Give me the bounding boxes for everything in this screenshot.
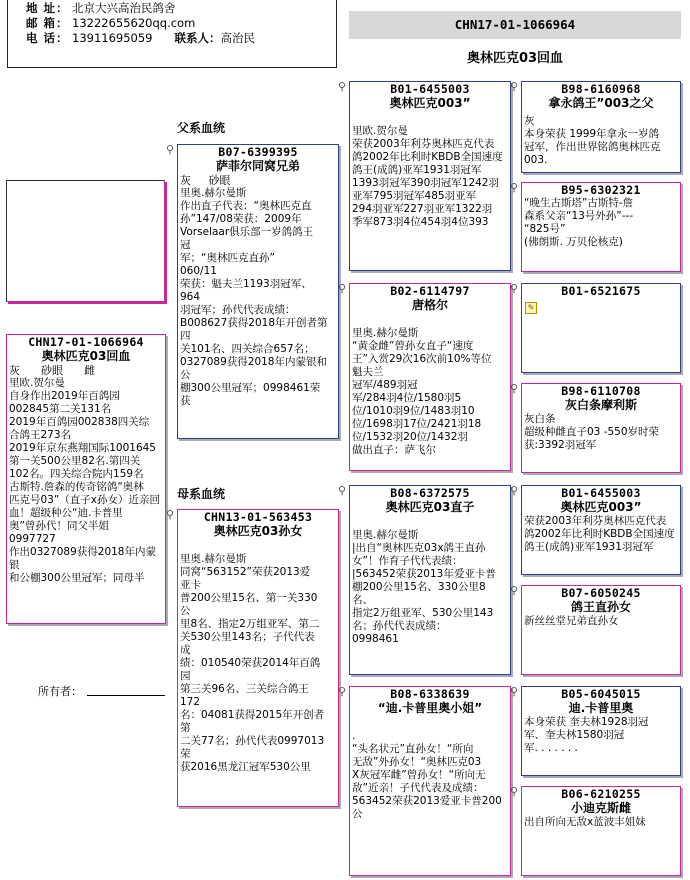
- subject-name: 奥林匹克03回血: [41, 349, 131, 363]
- dam-sire-card[interactable]: [349, 485, 511, 675]
- owner-label: 所有者：: [38, 685, 82, 698]
- sire-sire-card[interactable]: [349, 81, 511, 271]
- sd-sire-card[interactable]: [521, 283, 681, 373]
- dam-dam-card[interactable]: [349, 686, 511, 876]
- paperclip-icon: ⚲: [510, 282, 519, 295]
- subject-card[interactable]: [6, 334, 166, 624]
- sd-dam-description: 灰白条 超级种雌直子03 -550岁时荣 获:3392羽冠军: [524, 413, 660, 451]
- dam-line-label: 母系血统: [177, 487, 226, 501]
- ds-sire-description: 荣获2003年利芬奥林匹克代表 鸽2002年比利时KBDB全国速度 鸽王(成鸽)亚军1931羽冠军: [524, 515, 675, 553]
- paperclip-icon: ⚲: [166, 143, 175, 156]
- paperclip-icon: ⚲: [510, 80, 519, 93]
- dam-dam-name: “迪.卡普里奥小姐”: [377, 701, 483, 715]
- ds-sire-name: 奥林匹克003”: [560, 500, 642, 514]
- dd-dam-name: 小迪克斯雌: [570, 801, 631, 815]
- paperclip-icon: ⚲: [338, 484, 347, 497]
- note-icon[interactable]: ✎: [525, 302, 537, 314]
- subject-eye: 砂眼: [40, 364, 63, 377]
- ss-dam-description: “晚生古斯塔”古斯特-詹 森系父亲“13号外孙”--- “825号” (佛朗斯. 万贝伦核克): [524, 197, 634, 248]
- sd-dam-card[interactable]: [521, 383, 681, 473]
- sire-color: 灰: [180, 174, 191, 187]
- sd-sire-ring: B01-6521675: [561, 284, 641, 298]
- paperclip-icon: ⚲: [338, 282, 347, 295]
- ds-sire-card[interactable]: [521, 485, 681, 575]
- ss-sire-description: 灰 本身荣获 1999年拿永一岁鸽 冠军，作出世界铭鸽奥林匹克 003.: [524, 115, 661, 166]
- ss-dam-ring: B95-6302321: [561, 183, 641, 197]
- ds-dam-card[interactable]: [521, 585, 681, 675]
- dam-dam-description: . “头名状元”直孙女！“所向 无敌”外孙女！“奥林匹克03 X灰冠军雌”曾孙女！“所向无 敌”近亲！子代代表及成绩： 563452荣获2013爱亚卡普200 公: [352, 730, 502, 820]
- subject-sex: 雌: [83, 364, 95, 377]
- sire-dam-ring: B02-6114797: [390, 284, 470, 298]
- sd-dam-name: 灰白条摩利斯: [564, 398, 637, 412]
- ss-dam-card[interactable]: [521, 182, 681, 272]
- paperclip-icon: ⚲: [510, 685, 519, 698]
- sire-description: 里奥.赫尔曼斯 作出直子代表：“奥林匹克直 孙”147/08荣获：2009年 Vorselaar俱乐部一岁鸽鸽王 冠 军；“奥林匹克直孙” 060/11 荣获：魁夫兰1193羽冠军、 964 羽冠军；孙代代表成绩： B008627获得2018年开创者第 四 关101名、四关综合657名； 0327089获得2018年内蒙银和 公 棚300公里冠军；0998461荣 获: [180, 187, 328, 407]
- email-row: [26, 16, 336, 31]
- dd-dam-card[interactable]: [521, 786, 681, 876]
- email-label: 邮 箱：: [26, 16, 69, 30]
- phone-row: [26, 31, 336, 46]
- dam-sire-ring: B08-6372575: [390, 486, 470, 500]
- ss-sire-name: 拿永鸽王”003之父: [548, 96, 654, 110]
- contact-value: 高治民: [220, 31, 255, 45]
- paperclip-icon: ⚲: [510, 785, 519, 798]
- subject-color: 灰: [9, 364, 20, 377]
- paperclip-icon: ⚲: [510, 181, 519, 194]
- dam-sire-name: 奥林匹克03直子: [385, 500, 475, 514]
- pedigree-title: 奥林匹克03回血: [466, 51, 564, 66]
- sire-name: 萨菲尔同窝兄弟: [215, 159, 300, 173]
- paperclip-icon: ⚲: [510, 484, 519, 497]
- ds-dam-ring: B07-6050245: [561, 586, 641, 600]
- sire-dam-card[interactable]: [349, 283, 511, 471]
- contact-label: 联系人：: [174, 31, 221, 45]
- dd-sire-card[interactable]: [521, 686, 681, 776]
- ds-dam-description: 新丝丝堂兄弟直孙女: [524, 615, 619, 627]
- sire-line-label: 父系血统: [177, 121, 226, 135]
- sire-sire-ring: B01-6455003: [390, 82, 470, 96]
- dam-name: 奥林匹克03孙女: [213, 524, 303, 538]
- dam-sire-description: 里奥.赫尔曼斯 |出自“奥林匹克03x鸽王直孙 女”！作育子代代表绩： |563452荣获2013年爱亚卡普 棚200公里15名、330公里8 名、 指定2万组亚军、530公里143 名；孙代代表成绩： 0998461: [352, 529, 496, 645]
- dd-sire-ring: B05-6045015: [561, 687, 641, 701]
- dd-sire-description: 本身荣获 奎夫林1928羽冠 军、奎夫林1580羽冠 军. . . . . . .: [524, 716, 649, 754]
- dd-dam-description: 出自所向无敌x蓝波丰姐妹: [524, 816, 646, 828]
- sire-card[interactable]: [177, 144, 339, 439]
- phone-label: 电 话：: [26, 31, 69, 45]
- subject-ring: CHN17-01-1066964: [28, 335, 144, 349]
- paperclip-icon: ⚲: [510, 584, 519, 597]
- dam-card[interactable]: [177, 509, 339, 807]
- ss-sire-card[interactable]: [521, 81, 681, 173]
- sire-eye: 砂眼: [208, 174, 231, 187]
- address-value: 北京大兴高治民鸽舍: [72, 1, 176, 15]
- paperclip-icon: ⚲: [338, 685, 347, 698]
- email-value: 13222655620qq.com: [72, 16, 196, 30]
- address-label: 地 址：: [26, 1, 69, 15]
- paperclip-icon: ⚲: [510, 382, 519, 395]
- breeder-contact-box: [7, 0, 337, 68]
- paperclip-icon: ⚲: [166, 508, 175, 521]
- phone-value: 13911695059: [72, 31, 153, 45]
- sire-sire-name: 奥林匹克003”: [389, 96, 471, 110]
- dd-sire-name: 迪.卡普里奥: [568, 701, 634, 715]
- sire-sire-description: 里欧.贺尔曼 荣获2003年利芬奥林匹克代表 鸽2002年比利时KBDB全国速度 鸽王(成鸽)亚军1931羽冠军 1393羽冠军390羽冠军1242羽 亚军795羽冠军485羽亚军 294羽亚军227羽亚军1322羽 季军873羽4位454羽4位393: [352, 125, 503, 228]
- paperclip-icon: ⚲: [338, 80, 347, 93]
- subject-traits: [9, 364, 165, 377]
- pedigree-ring-bar: CHN17-01-1066964: [349, 11, 681, 39]
- dam-ring: CHN13-01-563453: [203, 510, 313, 524]
- owner-signature-line[interactable]: [87, 695, 165, 696]
- sd-dam-ring: B98-6110708: [561, 384, 641, 398]
- dd-dam-ring: B06-6210255: [561, 787, 641, 801]
- sire-traits: [180, 174, 338, 187]
- subject-description: 里欧.贺尔曼 自身作出2019年百鸽园 002845第二关131名 2019年百鸽园002838四关综 合鸽王273名 2019年京东燕翔国际1001645 第一关500公里82名.第四关 102名。四关综合院内159名 古斯特.詹森的传奇铭鸽“奥林 匹克号03”（直子x孙女）近亲回 血！超级种公“迪.卡普里 奥”曾孙代！同父半姐 0997727 作出0327089获得2018年内蒙 银 和公棚300公里冠军；同母半: [9, 377, 161, 584]
- photo-placeholder: [6, 180, 165, 302]
- sire-dam-description: 里奥.赫尔曼斯 “黄金雌”曾孙女直子“速度 王”入赏29次16次前10%等位 魁夫兰 冠军/489羽冠 军/284羽4位/1580羽5 位/1010羽9位/1483羽10 位/1698羽17位/2421羽18 位/1532羽20位/1432羽 做出直子：萨飞尔: [352, 327, 492, 456]
- ds-dam-name: 鸽王直孙女: [570, 600, 631, 614]
- dam-dam-ring: B08-6338639: [390, 687, 470, 701]
- dam-description: 里奥.赫尔曼斯 同窝“563152”荣获2013爱 亚卡 普200公里15名、第一关330 公 里8名、指定2万组亚军、第二 关530公里143名；子代代表 成 绩：010540荣获2014年百鸽 园 第三关96名、三关综合鸽王 172 名：04081获得2015年开创者 第 二关77名；孙代代表0997013 荣 获2016黑龙江冠军530公里: [180, 553, 325, 773]
- sire-ring: B07-6399395: [218, 145, 298, 159]
- ss-sire-ring: B98-6160968: [561, 82, 641, 96]
- sire-dam-name: 唐格尔: [411, 298, 448, 312]
- address-row: [26, 1, 336, 16]
- ds-sire-ring: B01-6455003: [561, 486, 641, 500]
